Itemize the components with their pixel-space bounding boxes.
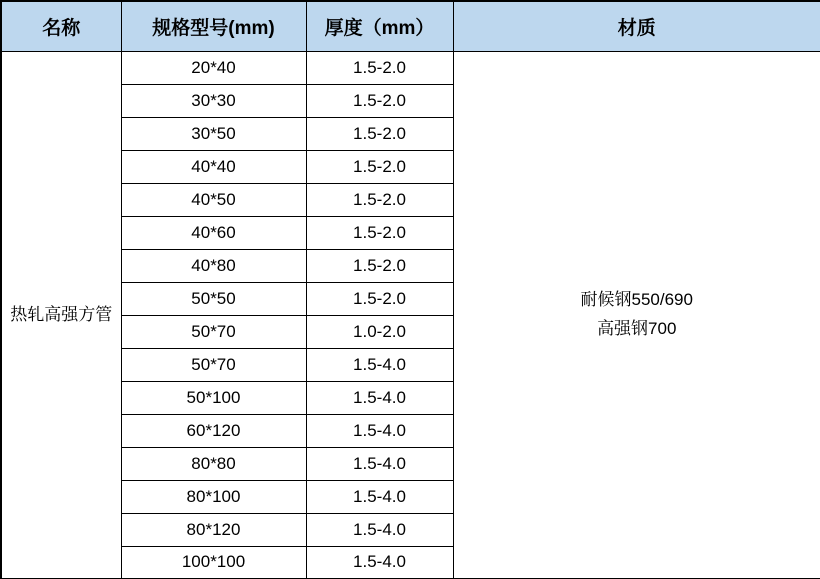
thickness-cell: 1.5-2.0 (306, 150, 453, 183)
thickness-cell: 1.5-4.0 (306, 480, 453, 513)
thickness-cell: 1.5-2.0 (306, 216, 453, 249)
thickness-cell: 1.5-4.0 (306, 447, 453, 480)
header-thickness: 厚度（mm） (306, 1, 453, 51)
spec-cell: 80*80 (121, 447, 306, 480)
header-material: 材质 (453, 1, 820, 51)
thickness-cell: 1.5-2.0 (306, 249, 453, 282)
thickness-cell: 1.5-2.0 (306, 84, 453, 117)
spec-cell: 30*30 (121, 84, 306, 117)
thickness-cell: 1.5-4.0 (306, 513, 453, 546)
thickness-cell: 1.5-2.0 (306, 51, 453, 84)
spec-cell: 100*100 (121, 546, 306, 579)
spec-cell: 30*50 (121, 117, 306, 150)
spec-cell: 80*120 (121, 513, 306, 546)
thickness-cell: 1.5-2.0 (306, 183, 453, 216)
thickness-cell: 1.5-4.0 (306, 381, 453, 414)
spec-cell: 20*40 (121, 51, 306, 84)
table-row (1, 51, 820, 84)
spec-cell: 80*100 (121, 480, 306, 513)
spec-cell: 50*100 (121, 381, 306, 414)
thickness-cell: 1.5-2.0 (306, 282, 453, 315)
header-spec: 规格型号(mm) (121, 1, 306, 51)
header-row (1, 1, 820, 51)
material-line: 耐候钢550/690 (580, 289, 693, 309)
header-name: 名称 (1, 1, 121, 51)
spec-cell: 50*70 (121, 315, 306, 348)
thickness-cell: 1.5-2.0 (306, 117, 453, 150)
thickness-cell: 1.5-4.0 (306, 546, 453, 579)
thickness-cell: 1.0-2.0 (306, 315, 453, 348)
spec-cell: 60*120 (121, 414, 306, 447)
spec-cell: 40*50 (121, 183, 306, 216)
thickness-cell: 1.5-4.0 (306, 414, 453, 447)
spec-cell: 40*40 (121, 150, 306, 183)
thickness-cell: 1.5-4.0 (306, 348, 453, 381)
material-cell (453, 51, 820, 579)
spec-cell: 50*70 (121, 348, 306, 381)
spec-cell: 40*60 (121, 216, 306, 249)
spec-cell: 40*80 (121, 249, 306, 282)
product-name-cell: 热轧高强方管 (1, 51, 121, 579)
material-line: 高强钢700 (597, 318, 677, 338)
table-body (1, 51, 820, 579)
spec-cell: 50*50 (121, 282, 306, 315)
